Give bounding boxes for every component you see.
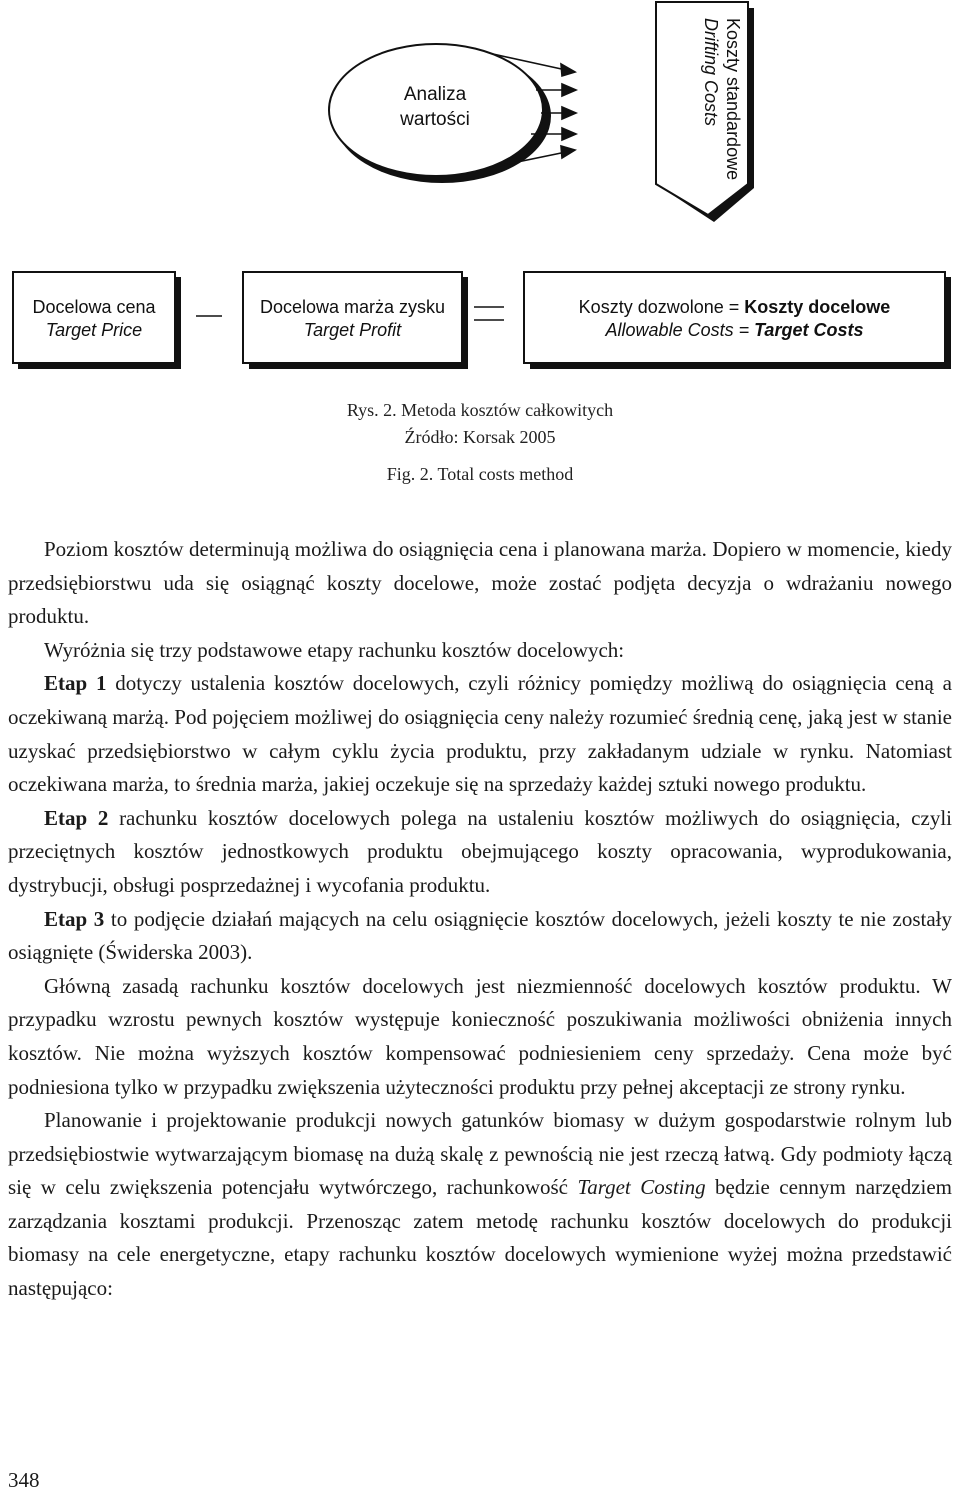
target-profit-text	[243, 296, 462, 342]
box2-line2: Target Profit	[303, 320, 402, 340]
figure-caption-pl: Rys. 2. Metoda kosztów całkowitych	[346, 400, 614, 420]
box3-line2	[524, 319, 945, 342]
page-number: 348	[8, 1468, 40, 1492]
stage-2-text: rachunku kosztów docelowych polega na ustaleniu kosztów możliwych do osiągnięcia, czyli przeciętnych kosztów jednostkowych produktu obejmującego koszty opracowania, wyprodukowania, dystrybucji, obsługi posprzedażnej i wycofania produktu.	[8, 805, 952, 897]
box1-line1: Docelowa cena	[32, 297, 156, 317]
figure-source: Źródło: Korsak 2005	[404, 427, 556, 447]
vertical-label-line1: Koszty standardowe	[723, 18, 743, 181]
box3-line1-b: Koszty docelowe	[744, 297, 891, 317]
target-price-text	[13, 296, 175, 342]
box1-line2: Target Price	[45, 320, 143, 340]
paragraph-7-a: Planowanie i projektowanie produkcji nowych gatunków biomasy w dużym gospodarstwie rolnym lub przedsiębiostwie wytwarzającym biomasę na dużą skalę z pewnością nie jest rzeczą łatwą. Gdy podmioty łączą się w celu zwiększenia potencjału wytwórczego, rachunkowość	[8, 1108, 952, 1200]
article-body	[8, 533, 952, 1306]
stage-1-text: dotyczy ustalenia kosztów docelowych, czyli różnicy pomiędzy możliwą do osiągnięcia ceną a oczekiwaną marżą. Pod pojęciem możliwej do osiągnięcia ceny należy rozumieć średnią cenę, jaką jest w stanie uzyskać przedsiębiorstwo w całym cyklu życia produktu, przy zakładanym udziale w rynku. Natomiast oczekiwana marża, to średnia marża, jakiej oczekuje się na sprzedaży każdej sztuki nowego produktu.	[8, 671, 952, 797]
vertical-label	[700, 18, 744, 198]
target-costs-text	[524, 296, 945, 342]
vertical-label-line2: Drifting Costs	[701, 18, 721, 127]
box3-line2-a: Allowable Costs =	[605, 320, 755, 340]
ellipse-label-line1: Analiza	[403, 84, 467, 105]
stage-3-label: Etap 3	[44, 906, 105, 931]
paragraph-2: Wyróżnia się trzy podstawowe etapy rachunku kosztów docelowych:	[44, 637, 625, 662]
paragraph-3	[8, 667, 952, 801]
paragraph-1: Poziom kosztów determinują możliwa do osiągnięcia cena i planowana marża. Dopiero w momencie, kiedy przedsiębiorstwu uda się osiągnąć koszty docelowe, może zostać podjęta decyzja o wdrażaniu nowego produktu.	[8, 537, 952, 629]
paragraph-5	[8, 903, 952, 970]
ellipse-label	[340, 82, 530, 132]
box3-line2-b: Target Costs	[754, 320, 864, 340]
box2-line1: Docelowa marża zysku	[259, 297, 446, 317]
paragraph-7	[8, 1104, 952, 1306]
stage-3-text: to podjęcie działań mających na celu osiągnięcie kosztów docelowych, jeżeli koszty te nie zostały osiągnięte (Świderska 2003).	[8, 906, 952, 965]
paragraph-4	[8, 802, 952, 903]
figure-caption-en: Fig. 2. Total costs method	[386, 464, 574, 484]
total-costs-diagram	[0, 0, 960, 380]
paragraph-6: Główną zasadą rachunku kosztów docelowych jest niezmienność docelowych kosztów produktu. W przypadku wzrostu pewnych kosztów występuje konieczność poszukiwania możliwości obniżenia innych kosztów. Nie można wyższych kosztów kompensować podniesieniem ceny sprzedaży. Cena może być podniesiona tylko w przypadku zwiększenia użyteczności produktu przy pełnej akceptacji ze strony rynku.	[8, 973, 952, 1099]
box3-line1	[524, 296, 945, 319]
stage-1-label: Etap 1	[44, 671, 107, 696]
paragraph-7-b: będzie cennym narzędziem zarządzania kosztami produkcji. Przenosząc zatem metodę rachunku kosztów docelowych do produkcji biomasy na cele energetyczne, etapy rachunku kosztów docelowych wymienione wyżej można przedstawić następująco:	[8, 1175, 953, 1301]
target-costing-term: Target Costing	[577, 1175, 706, 1200]
box3-line1-a: Koszty dozwolone =	[578, 297, 745, 317]
ellipse-label-line2: wartości	[400, 109, 470, 130]
stage-2-label: Etap 2	[44, 805, 109, 830]
